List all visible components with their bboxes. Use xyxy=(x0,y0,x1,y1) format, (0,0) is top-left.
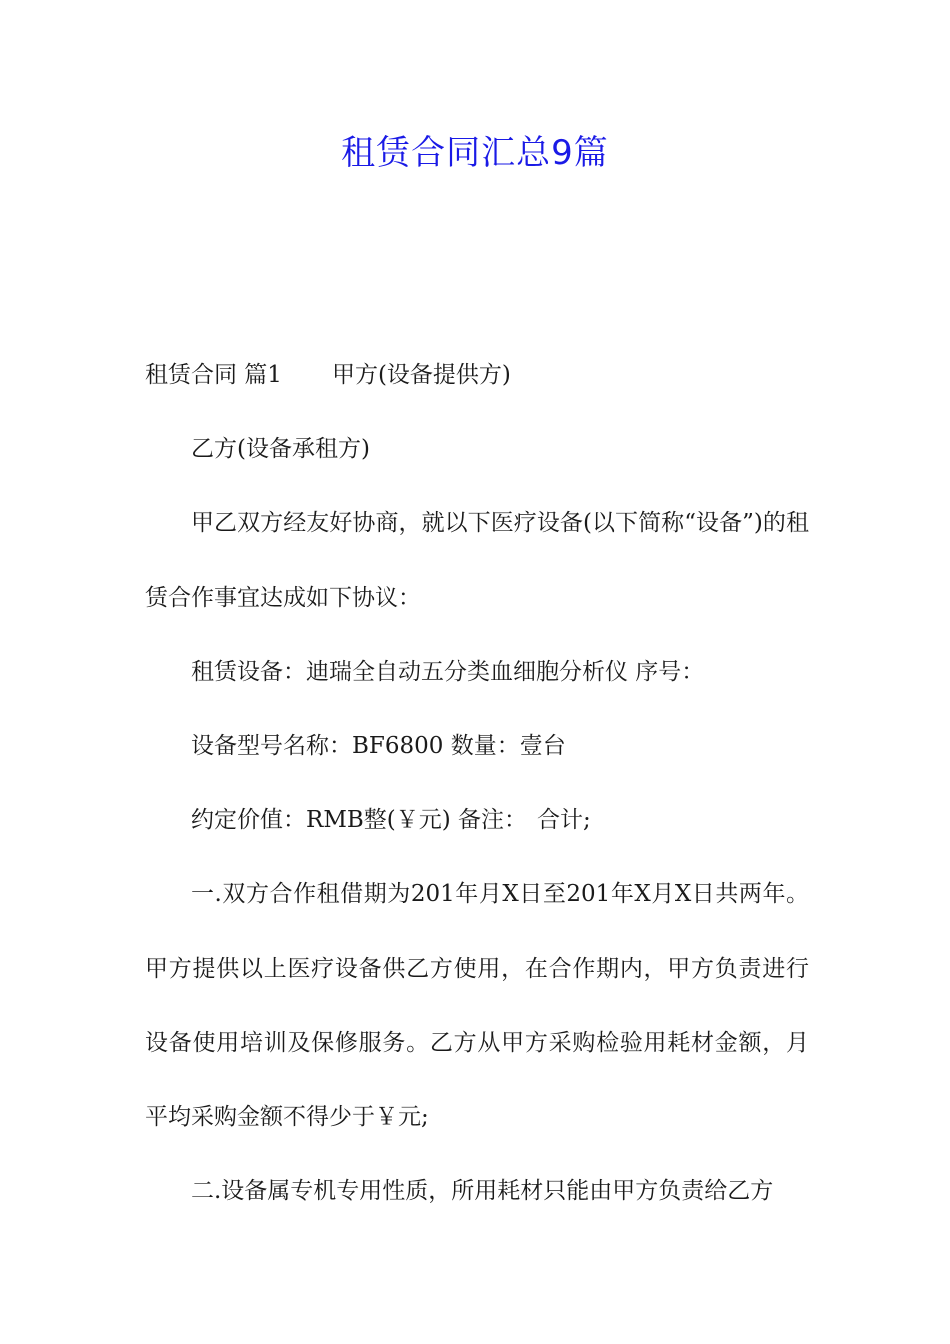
value-line xyxy=(145,783,809,857)
clause-1: 一.双方合作租借期为201年月X日至201年X月X日共两年。甲方提供以上医疗设备供乙方使用，在合作期内，甲方负责进行设备使用培训及保修服务。乙方从甲方采购检验用耗材金额，月平均采购金额不得少于￥元; xyxy=(145,881,809,1131)
value-line-total: 合计; xyxy=(537,807,591,834)
clause-2: 二.设备属专机专用性质，所用耗材只能由甲方负责给乙方 xyxy=(191,1178,774,1205)
section-heading: 租赁合同 篇1 xyxy=(145,362,282,388)
party-a: 甲方(设备提供方) xyxy=(331,362,511,388)
equipment-line: 租赁设备：迪瑞全自动五分类血细胞分析仪 序号： xyxy=(191,658,705,685)
intro-paragraph: 甲乙双方经友好协商，就以下医疗设备(以下简称“设备”)的租赁合作事宜达成如下协议： xyxy=(145,510,809,611)
value-line-main: 约定价值：RMB整(￥元) 备注： xyxy=(191,807,528,834)
document-title: 租赁合同汇总9篇 xyxy=(341,133,609,173)
party-b: 乙方(设备承租方) xyxy=(191,436,370,463)
model-line: 设备型号名称：BF6800 数量：壹台 xyxy=(191,733,566,760)
document-body xyxy=(145,338,809,1228)
section-heading-line xyxy=(145,338,809,412)
